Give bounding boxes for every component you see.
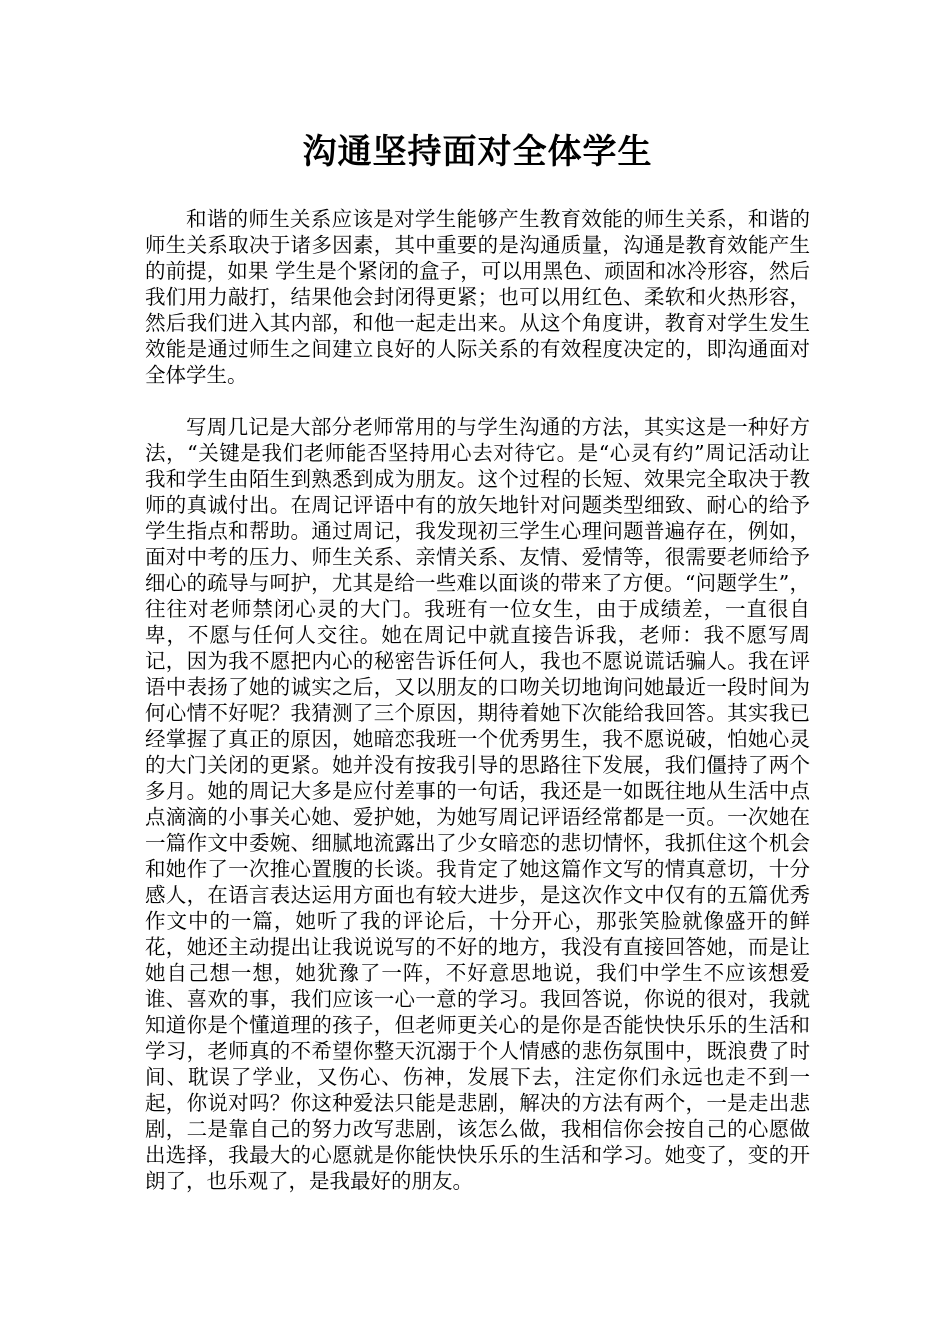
paragraph-2: 写周几记是大部分老师常用的与学生沟通的方法，其实这是一种好方法，“关键是我们老师能否坚持用心去对待它。是“心灵有约”周记活动让我和学生由陌生到熟悉到成为朋友。这个过程的长短、效果完全取决于教师的真诚付出。在周记评语中有的放矢地针对问题类型细致、耐心的给予学生指点和帮助。通过周记，我发现初三学生心理问题普遍存在，例如，面对中考的压力、师生关系、亲情关系、友情、爱情等，很需要老师给予细心的疏导与呵护，尤其是给一些难以面谈的带来了方便。“问题学生”，往往对老师禁闭心灵的大门。我班有一位女生，由于成绩差，一直很自卑，不愿与任何人交往。她在周记中就直接告诉我，老师：我不愿写周记，因为我不愿把内心的秘密告诉任何人，我也不愿说谎话骗人。我在评语中表扬了她的诚实之后，又以朋友的口吻关切地询问她最近一段时间为何心情不好呢？我猜测了三个原因，期待着她下次能给我回答。其实我已经掌握了真正的原因，她暗恋我班一个优秀男生，我不愿说破，怕她心灵的大门关闭的更紧。她并没有按我引导的思路往下发展，我们僵持了两个多月。她的周记大多是应付差事的一句话，我还是一如既往地从生活中点点滴滴的小事关心她、爱护她，为她写周记评语经常都是一页。一次她在一篇作文中委婉、细腻地流露出了少女暗恋的悲切情怀，我抓住这个机会和她作了一次推心置腹的长谈。我肯定了她这篇作文写的情真意切，十分感人，在语言表达运用方面也有较大进步，是这次作文中仅有的五篇优秀作文中的一篇，她听了我的评论后，十分开心，那张笑脸就像盛开的鲜花，她还主动提出让我说说写的不好的地方，我没有直接回答她，而是让她自己想一想，她犹豫了一阵，不好意思地说，我们中学生不应该想爱谁、喜欢的事，我们应该一心一意的学习。我回答说，你说的很对，我就知道你是个懂道理的孩子，但老师更关心的是你是否能快快乐乐的生活和学习，老师真的不希望你整天沉溺于个人情感的悲伤氛围中，既浪费了时间、耽误了学业，又伤心、伤神，发展下去，注定你们永远也走不到一起，你说对吗？你这种爱法只能是悲剧，解决的方法有两个，一是走出悲剧，二是靠自己的努力改写悲剧，该怎么做，我相信你会按自己的心愿做出选择，我最大的心愿就是你能快快乐乐的生活和学习。她变了，变的开朗了，也乐观了，是我最好的朋友。 (145, 415, 810, 1193)
paragraph-1: 和谐的师生关系应该是对学生能够产生教育效能的师生关系，和谐的师生关系取决于诸多因素，其中重要的是沟通质量，沟通是教育效能产生的前提，如果 学生是个紧闭的盒子，可以用黑色、顽固和冰冷形容，然后我们用力敲打，结果他会封闭得更紧；也可以用红色、柔软和火热形容，然后我们进入其内部，和他一起走出来。从这个角度讲，教育对学生发生效能是通过师生之间建立良好的人际关系的有效程度决定的，即沟通面对全体学生。 (145, 207, 810, 387)
document-title: 沟通坚持面对全体学生 (302, 132, 653, 172)
document-page (145, 0, 810, 1194)
